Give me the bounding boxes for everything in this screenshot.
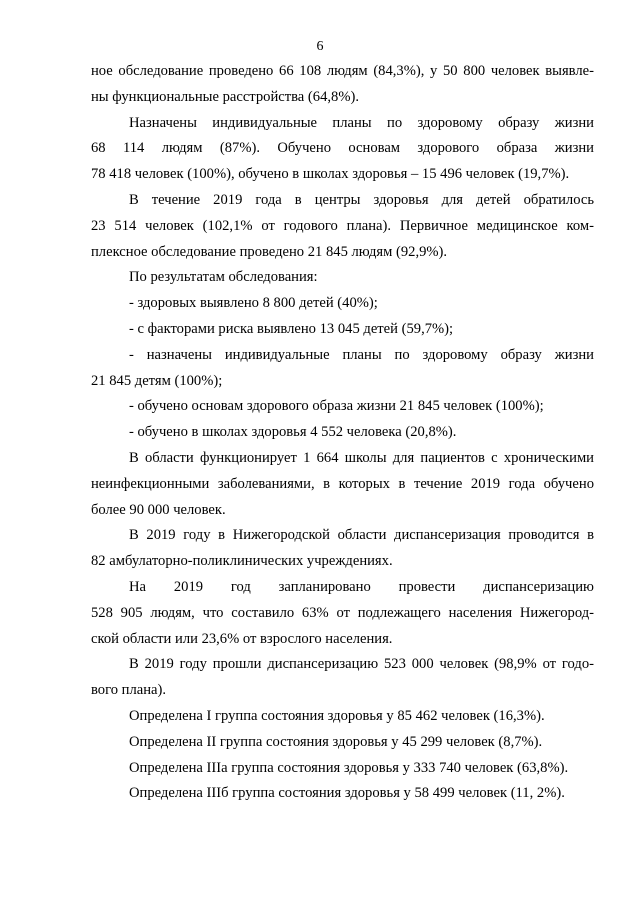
list-item: - обучено основам здорового образа жизни 21 845 человек (100%); <box>129 398 544 415</box>
text-line: ное обследование проведено 66 108 людям (84,3%), у 50 800 человек выявле- <box>91 63 594 79</box>
text-line: 78 418 человек (100%), обучено в школах здоровья – 15 496 человек (19,7%). <box>91 166 570 183</box>
text-line: Определена I группа состояния здоровья у 85 462 человек (16,3%). <box>129 707 545 724</box>
text-line: Назначены индивидуальные планы по здоровому образу жизни <box>129 114 594 131</box>
text-line: По результатам обследования: <box>129 269 318 286</box>
text-line: Определена IIIа группа состояния здоровья у 333 740 человек (63,8%). <box>129 759 569 776</box>
text-line: 82 амбулаторно-поликлинических учреждениях. <box>91 553 393 570</box>
word: диспансеризацию <box>483 578 594 595</box>
text-line <box>91 575 594 601</box>
text-line: более 90 000 человек. <box>91 501 226 518</box>
word: запланировано <box>278 578 371 595</box>
text-line: Определена IIIб группа состояния здоровья у 58 499 человек (11, 2%). <box>129 785 565 802</box>
list-item: - здоровых выявлено 8 800 детей (40%); <box>129 295 378 312</box>
word: 2019 <box>173 578 204 595</box>
text-line: 68 114 людям (87%). Обучено основам здорового образа жизни <box>91 140 594 157</box>
text-line: неинфекционными заболеваниями, в которых в течение 2019 года обучено <box>91 475 594 492</box>
list-item: - назначены индивидуальные планы по здоровому образу жизни <box>129 346 594 363</box>
list-item: - с факторами риска выявлено 13 045 детей (59,7%); <box>129 320 454 337</box>
word: провести <box>398 578 456 595</box>
text-line: В течение 2019 года в центры здоровья для детей обратилось <box>129 191 594 208</box>
document-body <box>91 59 594 807</box>
text-line: вого плана). <box>91 682 167 699</box>
word: На <box>129 578 147 595</box>
text-line: ны функциональные расстройства (64,8%). <box>91 88 359 105</box>
page-number: 6 <box>316 39 324 54</box>
list-item: - обучено в школах здоровья 4 552 человека (20,8%). <box>129 424 457 441</box>
text-line: 528 905 людям, что составило 63% от подлежащего населения Нижегород- <box>91 604 594 621</box>
text-line: 21 845 детям (100%); <box>91 372 223 389</box>
text-line: Определена II группа состояния здоровья у 45 299 человек (8,7%). <box>129 733 543 750</box>
text-line: В 2019 году прошли диспансеризацию 523 000 человек (98,9% от годо- <box>129 656 594 673</box>
text-line: плексное обследование проведено 21 845 людям (92,9%). <box>91 243 448 260</box>
text-line: 23 514 человек (102,1% от годового плана). Первичное медицинское ком- <box>91 217 594 234</box>
text-line: ской области или 23,6% от взрослого населения. <box>91 630 393 647</box>
word: год <box>230 578 251 595</box>
text-line: В 2019 году в Нижегородской области диспансеризация проводится в <box>129 527 594 544</box>
text-line: В области функционирует 1 664 школы для пациентов с хроническими <box>129 449 594 466</box>
